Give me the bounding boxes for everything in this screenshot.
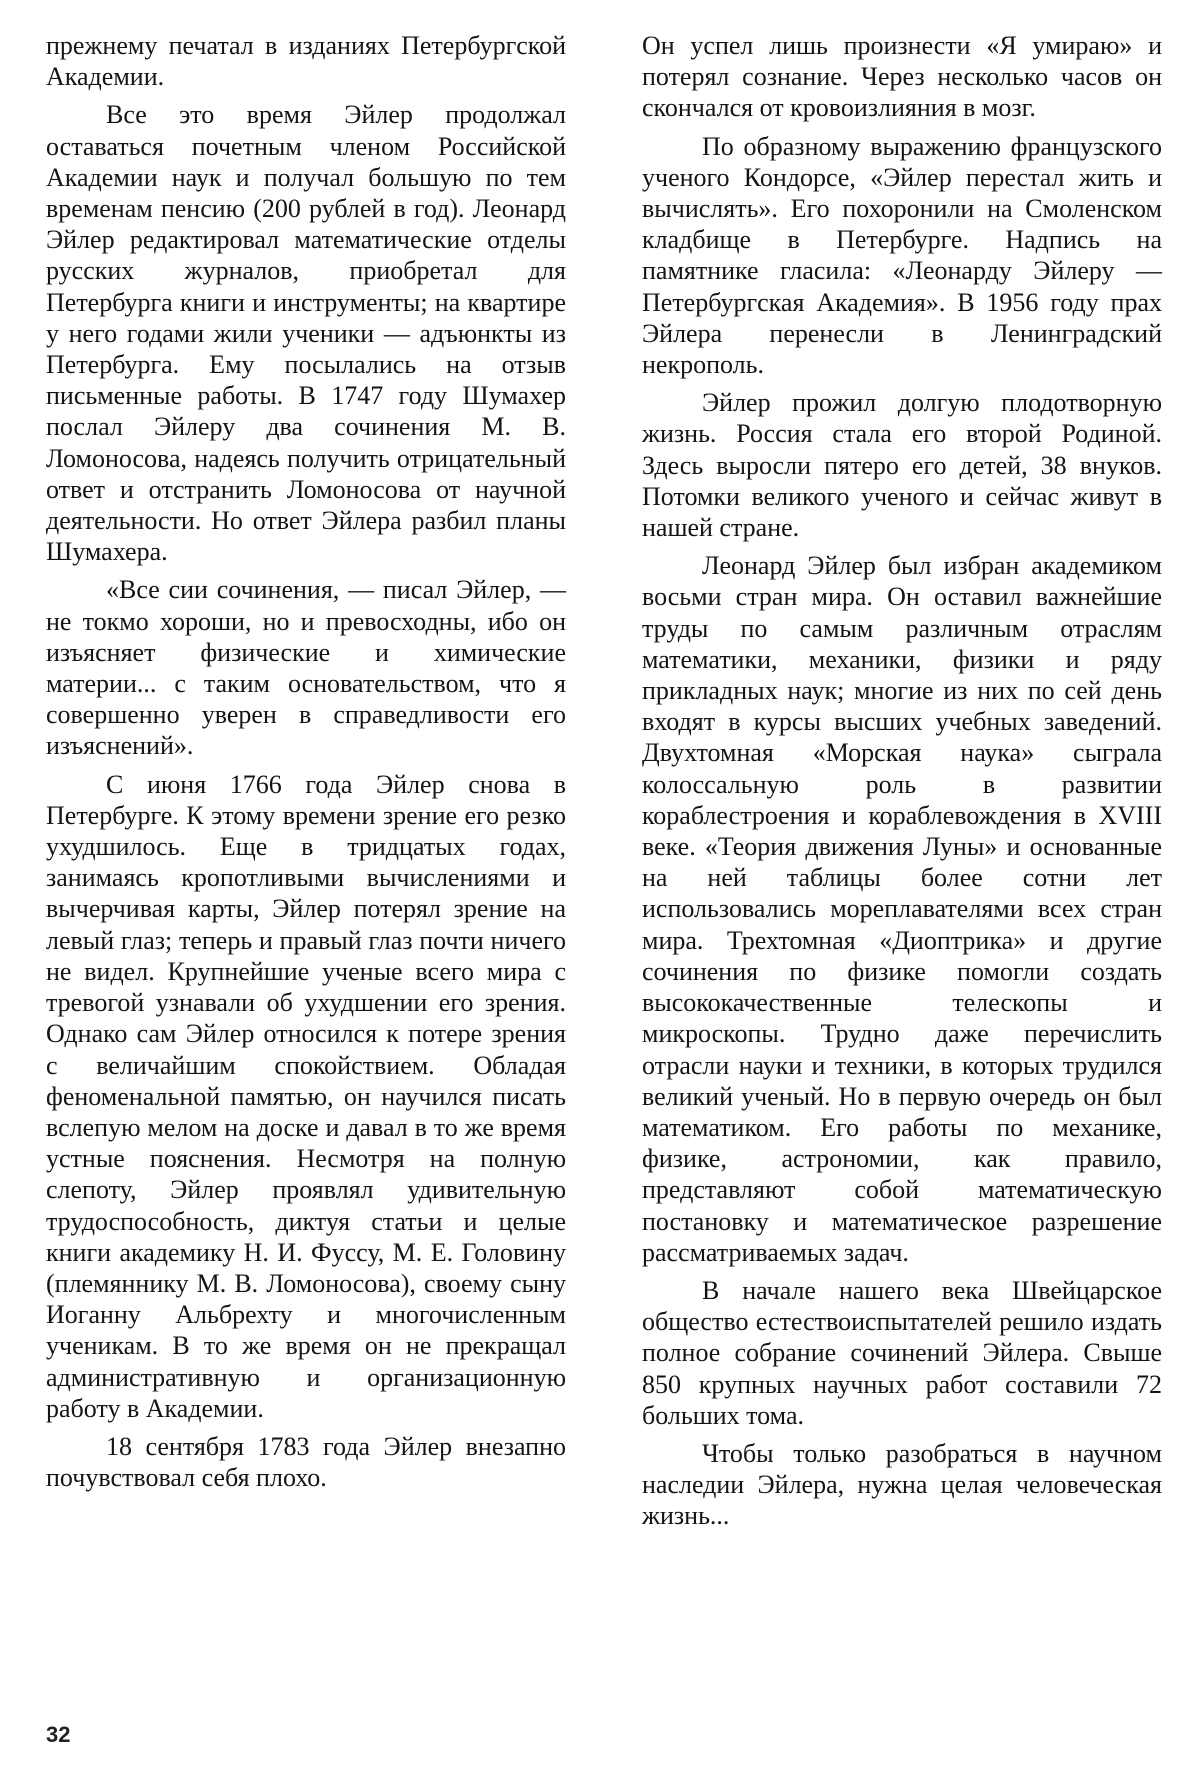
page-number: 32 (46, 1722, 71, 1747)
paragraph: Леонард Эйлер был избран академиком восьми стран мира. Он оставил важнейшие труды по самым различным отраслям математики, механики, физики и ряду прикладных наук; многие из них по сей день входят в курсы высших учебных заведений. Двухтомная «Морская наука» сыграла колоссальную роль в развитии кораблестроения и кораблевождения в XVIII веке. «Теория движения Луны» и основанные на ней таблицы более сотни лет использовались мореплавателями всех стран мира. Трехтомная «Диоптрика» и другие сочинения по физике помогли создать высококачественные телескопы и микроскопы. Трудно даже перечислить отрасли науки и техники, в которых трудился великий ученый. Но в первую очередь он был математиком. Его работы по механике, физике, астрономии, как правило, представляют собой математическую постановку и математическое разрешение рассматриваемых задач. (642, 551, 1162, 1267)
paragraph: прежнему печатал в изданиях Петербургской Академии. (46, 31, 566, 92)
paragraph: Чтобы только разобраться в научном наследии Эйлера, нужна целая человеческая жизнь... (642, 1438, 1162, 1531)
paragraph: С июня 1766 года Эйлер снова в Петербурге. К этому времени зрение его резко ухудшилось. Еще в тридцатых годах, занимаясь кропотливыми вычислениями и вычерчивая карты, Эйлер потерял зрение на левый глаз; теперь и правый глаз почти ничего не видел. Крупнейшие ученые всего мира с тревогой узнавали об ухудшении его зрения. Однако сам Эйлер относился к потере зрения с величайшим спокойствием. Обладая феноменальной памятью, он научился писать вслепую мелом на доске и давал в то же время устные пояснения. Несмотря на полную слепоту, Эйлер проявлял удивительную трудоспособность, диктуя статьи и целые книги академику Н. И. Фуссу, М. Е. Головину (племяннику М. В. Ломоносова), своему сыну Иоганну Альбрехту и многочисленным ученикам. В то же время он не прекращал административную и организационную работу в Академии. (46, 769, 566, 1423)
paragraph: В начале нашего века Швейцарское общество естествоиспытателей решило издать полное собрание сочинений Эйлера. Свыше 850 крупных научных работ составили 72 больших тома. (642, 1275, 1162, 1430)
right-text-column (642, 30, 1162, 1539)
paragraph: Эйлер прожил долгую плодотворную жизнь. Россия стала его второй Родиной. Здесь выросли пятеро его детей, 38 внуков. Потомки великого ученого и сейчас живут в нашей стране. (642, 388, 1162, 543)
paragraph: «Все сии сочинения, — писал Эйлер, — не токмо хороши, но и превосходны, ибо он изъясняет физические и химические материи... с таким основательством, что я совершенно уверен в справедливости его изъяснений». (46, 575, 566, 761)
paragraph: Он успел лишь произнести «Я умираю» и потерял сознание. Через несколько часов он скончался от кровоизлияния в мозг. (642, 31, 1162, 123)
paragraph: 18 сентября 1783 года Эйлер внезапно почувствовал себя плохо. (46, 1431, 566, 1493)
paragraph: По образному выражению французского ученого Кондорсе, «Эйлер перестал жить и вычислять». Его похоронили на Смоленском кладбище в Петербурге. Надпись на памятнике гласила: «Леонарду Эйлеру — Петербургская Академия». В 1956 году прах Эйлера перенесли в Ленинградский некрополь. (642, 131, 1162, 380)
paragraph: Все это время Эйлер продолжал оставаться почетным членом Российской Академии наук и получал большую по тем временам пенсию (200 рублей в год). Леонард Эйлер редактировал математические отделы русских журналов, приобретал для Петербурга книги и инструменты; на квартире у него годами жили ученики — адъюнкты из Петербурга. Ему посылались на отзыв письменные работы. В 1747 году Шумахер послал Эйлеру два сочинения М. В. Ломоносова, надеясь получить отрицательный ответ и отстранить Ломоносова от научной деятельности. Но ответ Эйлера разбил планы Шумахера. (46, 100, 566, 567)
left-text-column (46, 30, 566, 1500)
